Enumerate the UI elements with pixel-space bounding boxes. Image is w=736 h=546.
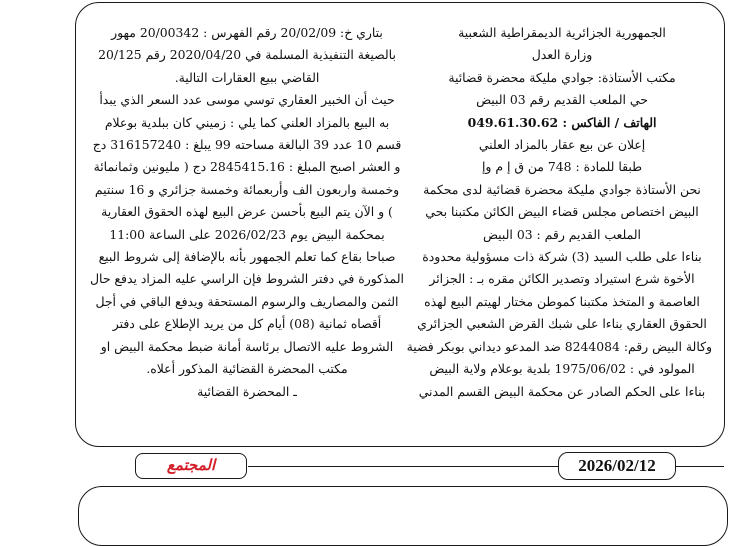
body-line: البيض اختصاص مجلس قضاء البيض الكائن مكتبنا بحي [425, 204, 699, 220]
header-ministry: وزارة العدل [531, 47, 593, 63]
body-line: نحن الأستاذة جوادي مليكة محضرة قضائية لدى محكمة [423, 181, 701, 197]
publication-date: 2026/02/12 [558, 452, 676, 480]
auction-date-line: بمحكمة البيض يوم 2026/02/23 على الساعة 11:00 [109, 226, 385, 242]
body-line: به البيع بالمزاد العلني كما يلي : زميني كان ببلدية بوعلام [104, 114, 390, 130]
body-line: المولود في : 1975/06/02 بلدية بوعلام ولاية البيض [429, 361, 695, 377]
body-line: أقصاه ثمانية (08) أيام كل من يريد الإطلاع على دفتر [112, 316, 382, 332]
office-name: مكتب الأستاذة: جوادي مليكة محضرة قضائية [448, 69, 676, 85]
body-line: بناءا على طلب السيد (3) شركة ذات مسؤولية محدودة [422, 249, 702, 265]
body-line: مكتب المحضرة القضائية المذكور أعلاه. [146, 361, 348, 377]
separator-line-end [676, 466, 724, 467]
header-republic: الجمهورية الجزائرية الديمقراطية الشعبية [458, 25, 666, 40]
separator-line [248, 466, 558, 467]
body-line: بناءا على الحكم الصادر عن محكمة البيض القسم المدني [418, 383, 706, 399]
body-line: الحقوق العقاري بناءا على شبك القرض الشعبي الجزائري [417, 316, 707, 332]
notice-left-column [88, 22, 406, 403]
body-line: الثمن والمصاريف والرسوم المستحقة ويدفع الباقي في أجل [95, 293, 399, 309]
body-line: وخمسة واربعون الف وأربعمائة وخمسة جزائري و 16 سنتيم [94, 181, 400, 197]
body-line: صباحا بقاع كما تعلم الجمهور بأنه بالإضافة إلى شروط البيع [98, 249, 396, 265]
notice-title: إعلان عن بيع عقار بالمزاد العلني [478, 137, 646, 153]
body-line: وكالة البيض رقم: 8244084 ضد المدعو ديداني بوبكر فضية [406, 338, 712, 354]
body-line: بالصيغة التنفيذية المسلمة في 2020/04/20 رقم 20/125 [98, 47, 396, 63]
body-line: الملعب القديم رقم : 03 البيض [482, 226, 641, 242]
body-line: قسم 10 عدد 39 البالغة مساحته 99 يبلغ : 316157240 دج [92, 137, 402, 153]
office-phone: الهاتف / الفاكس : 049.61.30.62 [467, 114, 657, 130]
newspaper-logo-text: المجتمع [166, 456, 216, 474]
legal-article: طبقا للمادة : 748 من ق إ م وإ [481, 159, 643, 175]
body-line: القاضي ببيع العقارات التالية. [174, 69, 320, 85]
body-line: الشروط عليه الاتصال برئاسة أمانة ضبط محكمة البيض او [100, 338, 394, 354]
signature-line: ـ المحضرة القضائية [197, 383, 297, 399]
body-line: المذكورة في دفتر الشروط فإن الراسي عليه المزاد يدفع حال [90, 271, 404, 287]
body-line: العاصمة و المتخذ مكتبنا كموطن مختار لهيتم البيع لهذه [424, 293, 700, 309]
next-notice-frame [78, 486, 728, 546]
body-line: الأخوة شرع استيراد وتصدير الكائن مقره بـ : الجزائر [429, 271, 695, 287]
body-line: حيث أن الخبير العقاري توسي موسى عدد السعر الذي يبدأ [99, 92, 395, 108]
notice-right-column [406, 22, 712, 403]
body-line: بتاري خ: 20/02/09 رقم الفهرس : 20/00342 مهور [111, 25, 383, 40]
office-address: حي الملعب القديم رقم 03 البيض [476, 92, 648, 108]
body-line: و العشر اصبح المبلغ : 2845415.16 دج ( مليونين وثمانمائة [93, 159, 401, 175]
newspaper-logo [135, 453, 247, 479]
body-line: ) و الآن يتم البيع بأحسن عرض البيع لهذه الحقوق العقارية [101, 204, 393, 220]
